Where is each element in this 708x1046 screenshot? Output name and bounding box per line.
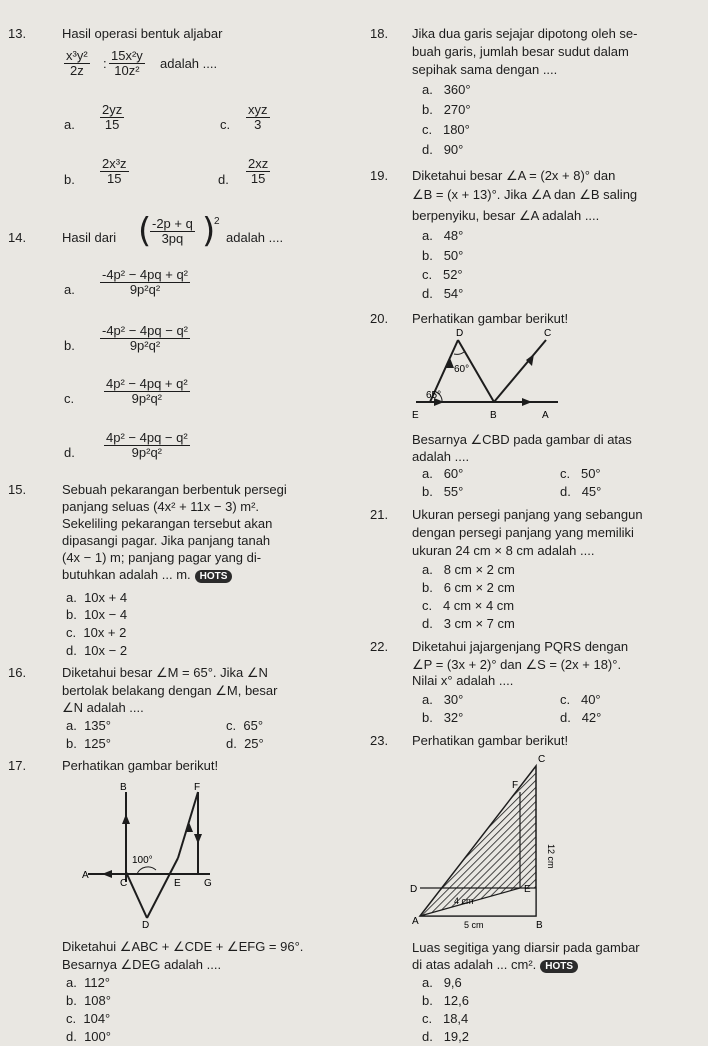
- option-c[interactable]: c. 52°: [422, 267, 463, 282]
- hots-badge: HOTS: [540, 960, 578, 973]
- point-f: F: [512, 780, 519, 791]
- angle-65: 65°: [426, 390, 442, 401]
- option-b[interactable]: b. 55°: [422, 484, 464, 499]
- question-number: 15.: [8, 482, 27, 497]
- option-c[interactable]: xyz 3: [248, 102, 268, 132]
- option-c[interactable]: c. 10x + 2: [66, 625, 127, 640]
- option-c[interactable]: c. 180°: [422, 122, 470, 137]
- option-d[interactable]: d. 90°: [422, 142, 464, 157]
- line-bc: [494, 340, 546, 402]
- point-a: A: [82, 870, 89, 881]
- point-b: B: [120, 782, 127, 793]
- option-c[interactable]: c. 18,4: [422, 1011, 469, 1026]
- angle-label: 100°: [132, 855, 153, 866]
- question-number: 20.: [370, 311, 389, 326]
- question-number: 23.: [370, 733, 389, 748]
- option-d[interactable]: d. 3 cm × 7 cm: [422, 616, 515, 631]
- question-number: 19.: [370, 168, 389, 183]
- point-a: A: [542, 410, 549, 421]
- option-d[interactable]: d. 42°: [560, 710, 602, 725]
- option-a[interactable]: a. 360°: [422, 82, 471, 97]
- option-a[interactable]: $\frac{\text{-4p² − 4pq + q²}}{\text{9p²q²}}$: [102, 267, 188, 297]
- option-b[interactable]: b. 10x − 4: [66, 607, 128, 622]
- point-b: B: [536, 920, 543, 931]
- option-a[interactable]: a. 9,6: [422, 975, 462, 990]
- option-a[interactable]: a. 8 cm × 2 cm: [422, 562, 515, 577]
- option-b[interactable]: b. 108°: [66, 993, 111, 1008]
- option-b[interactable]: $\frac{\text{2x³z}}{15}$: [102, 156, 127, 186]
- question-number: 13.: [8, 26, 27, 41]
- length-ab: 5 cm: [464, 920, 484, 930]
- option-c[interactable]: c. 40°: [560, 692, 601, 707]
- option-b[interactable]: b. 6 cm × 2 cm: [422, 580, 515, 595]
- point-g: G: [204, 878, 212, 889]
- figure-angles: [408, 326, 568, 426]
- figure-triangle: [408, 752, 568, 932]
- point-e: E: [412, 410, 419, 421]
- option-label: d.: [218, 172, 229, 187]
- hots-badge: HOTS: [195, 570, 233, 583]
- option-d[interactable]: d. 25°: [226, 736, 264, 751]
- question-text: Hasil dari: [62, 230, 117, 245]
- option-c[interactable]: c. 4 cm × 4 cm: [422, 598, 515, 613]
- option-b[interactable]: $\frac{\text{-4p² − 4pq − q²}}{\text{9p²q²}}$: [102, 323, 188, 353]
- point-d: D: [410, 884, 418, 895]
- option-a[interactable]: a. 48°: [422, 228, 464, 243]
- option-a[interactable]: a. 30°: [422, 692, 464, 707]
- base-fraction: $\frac{-2p + q}{3pq}$: [152, 216, 193, 246]
- option-a[interactable]: $\frac{2yz}{15}$: [102, 102, 123, 132]
- question-text: Hasil operasi bentuk aljabar: [62, 26, 223, 41]
- option-b[interactable]: b. 50°: [422, 248, 464, 263]
- option-d[interactable]: d. 45°: [560, 484, 602, 499]
- point-c: C: [538, 754, 546, 765]
- option-b[interactable]: b. 32°: [422, 710, 464, 725]
- option-c[interactable]: $\frac{\text{4p² − 4pq + q²}}{\text{9p²q²}}$: [106, 376, 188, 406]
- question-number: 21.: [370, 507, 389, 522]
- option-a[interactable]: a. 10x + 4: [66, 590, 128, 605]
- option-a[interactable]: a. 112°: [66, 975, 111, 990]
- option-b[interactable]: b. 125°: [66, 736, 111, 751]
- question-number: 22.: [370, 639, 389, 654]
- figure-zigzag: [80, 778, 230, 928]
- point-c: C: [120, 878, 128, 889]
- question-number: 17.: [8, 758, 27, 773]
- option-c[interactable]: c. 50°: [560, 466, 601, 481]
- exponent: 2: [214, 216, 220, 227]
- question-number: 18.: [370, 26, 389, 41]
- question-number: 14.: [8, 230, 27, 245]
- fraction-1: $\frac{\text{x³y²}}{2z}$: [66, 48, 88, 78]
- point-e: E: [174, 878, 181, 889]
- option-b[interactable]: b. 270°: [422, 102, 471, 117]
- option-d[interactable]: d. 10x − 2: [66, 643, 128, 658]
- option-d[interactable]: d. 19,2: [422, 1029, 469, 1044]
- point-d: D: [456, 328, 464, 339]
- point-b: B: [490, 410, 497, 421]
- option-b[interactable]: b. 12,6: [422, 993, 469, 1008]
- line-cd: [126, 872, 147, 918]
- point-d: D: [142, 920, 150, 928]
- fraction-2: $\frac{\text{15x²y}}{\text{10z²}}$: [111, 48, 143, 78]
- point-e: E: [524, 884, 531, 895]
- option-d[interactable]: $\frac{2xz}{15}$: [248, 156, 269, 186]
- option-d[interactable]: $\frac{\text{4p² − 4pq − q²}}{\text{9p²q²}}$: [106, 430, 188, 460]
- option-label: a.: [64, 117, 75, 132]
- option-a[interactable]: a. 60°: [422, 466, 464, 481]
- question-number: 16.: [8, 665, 27, 680]
- angle-60: 60°: [454, 364, 470, 375]
- length-de: 4 cm: [454, 896, 474, 906]
- point-f: F: [194, 782, 201, 793]
- option-label: b.: [64, 172, 75, 187]
- option-a[interactable]: a. 135°: [66, 718, 111, 733]
- option-d[interactable]: d. 100°: [66, 1029, 111, 1044]
- option-c[interactable]: c. 65°: [226, 718, 264, 733]
- option-d[interactable]: d. 54°: [422, 286, 464, 301]
- option-c[interactable]: c. 104°: [66, 1011, 111, 1026]
- point-a: A: [412, 916, 419, 927]
- point-c: C: [544, 328, 552, 339]
- length-bc: 12 cm: [546, 844, 556, 869]
- option-label: c.: [220, 117, 231, 132]
